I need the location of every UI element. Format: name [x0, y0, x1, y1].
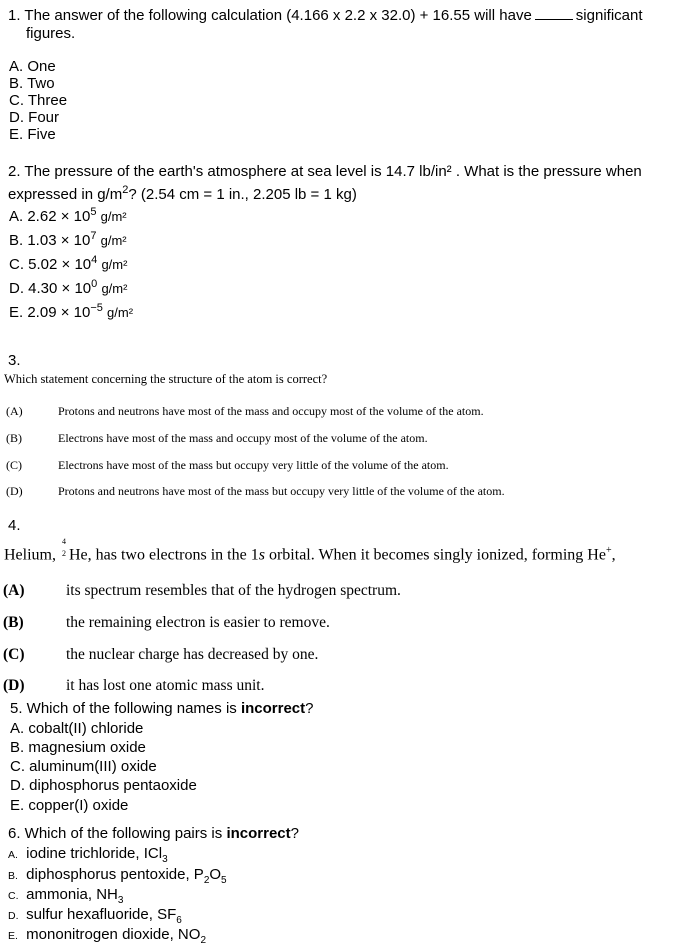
q3-option-a-label: (A) [6, 404, 23, 418]
q6-option-e-subscript: 2 [200, 935, 206, 946]
q6-option-a-subscript: 3 [162, 854, 168, 865]
q3-option-b-text: Electrons have most of the mass and occupy most of the volume of the atom. [58, 431, 428, 445]
ion-charge: + [605, 545, 612, 556]
q3-option-d-label: (D) [6, 484, 23, 498]
q6-stem [8, 825, 299, 842]
q5-option-a: A. cobalt(II) chloride [10, 720, 144, 737]
q1-stem-text-end: significant [575, 7, 643, 24]
q5-stem [10, 700, 314, 717]
q6-option-a-letter: A. [8, 849, 18, 861]
q6-option-c-subscript: 3 [117, 895, 124, 906]
q6-option-c-text: ammonia, NH [26, 886, 118, 903]
q4-stem-post: orbital. When it becomes singly ionized, forming He [264, 546, 606, 564]
q4-option-a-label: (A) [3, 582, 25, 599]
q5-stem-post: ? [305, 700, 314, 717]
q3-option-d-text: Protons and neutrons have most of the mass but occupy very little of the volume of the atom. [58, 484, 505, 498]
q2-option-b-unit: g/m² [100, 233, 127, 248]
q2-stem-pre: expressed in g/m [8, 186, 123, 203]
q2-option-d-exponent: 0 [91, 278, 98, 290]
q2-stem-post: ? (2.54 cm = 1 in., 2.205 lb = 1 kg) [128, 186, 357, 203]
q4-option-d-text: it has lost one atomic mass unit. [66, 677, 265, 694]
answer-blank [535, 7, 573, 20]
q1-option-c: C. Three [9, 92, 68, 109]
q3-option-b-label: (B) [6, 431, 22, 445]
q2-option-b [9, 232, 127, 249]
q1-stem-text: 1. The answer of the following calculation (4.166 x 2.2 x 32.0) + 16.55 will have [8, 7, 532, 24]
q3-stem: Which statement concerning the structure of the atom is correct? [4, 372, 328, 386]
helium-isotope-notation [60, 537, 69, 559]
q2-option-d [9, 280, 127, 297]
q6-option-d-text: sulfur hexafluoride, SF [26, 906, 177, 923]
q5-option-d: D. diphosphorus pentaoxide [10, 777, 197, 794]
q6-option-e-letter: E. [8, 930, 18, 942]
q4-stem-pre: Helium, [4, 546, 56, 564]
q2-option-c-value: C. 5.02 × 10 [9, 256, 92, 273]
q2-stem-exponent: 2 [122, 184, 129, 196]
q2-option-a-unit: g/m² [100, 209, 127, 224]
q6-option-b-text: diphosphorus pentoxide, P [26, 866, 204, 883]
q2-option-e-exponent: −5 [90, 302, 103, 314]
q5-option-c: C. aluminum(III) oxide [10, 758, 157, 775]
q6-option-b-subscript-2: 5 [221, 875, 227, 886]
q1-stem-line2: figures. [26, 25, 76, 42]
q2-option-c [9, 256, 127, 273]
q6-stem-pre: 6. Which of the following pairs is [8, 825, 227, 842]
atomic-number: 2 [62, 549, 66, 559]
q2-option-c-unit: g/m² [101, 257, 128, 272]
mass-number: 4 [62, 537, 66, 547]
q1-option-b: B. Two [9, 75, 55, 92]
q6-option-d-subscript: 6 [176, 915, 182, 926]
q2-option-a-value: A. 2.62 × 10 [9, 208, 91, 225]
q1-option-d: D. Four [9, 109, 60, 126]
q4-number: 4. [8, 517, 21, 534]
q6-option-e [8, 926, 206, 946]
q6-option-b-text-2: O [209, 866, 222, 883]
q6-option-c [8, 886, 123, 906]
q4-option-c-text: the nuclear charge has decreased by one. [66, 646, 319, 663]
q4-option-c-label: (C) [3, 646, 25, 663]
element-symbol: He [69, 546, 88, 564]
q4-option-a-text: its spectrum resembles that of the hydrogen spectrum. [66, 582, 401, 599]
q1-stem-line1 [8, 7, 643, 25]
q3-option-c-text: Electrons have most of the mass but occupy very little of the volume of the atom. [58, 458, 449, 472]
q5-stem-pre: 5. Which of the following names is [10, 700, 241, 717]
q2-option-a-exponent: 5 [90, 206, 97, 218]
q5-stem-emphasis: incorrect [240, 700, 306, 717]
q2-option-d-value: D. 4.30 × 10 [9, 280, 92, 297]
q6-option-a-text: iodine trichloride, ICl [26, 845, 163, 862]
q6-option-d [8, 906, 182, 926]
q2-stem-line2 [8, 186, 357, 203]
q4-option-b-label: (B) [3, 614, 24, 631]
q2-option-a [9, 208, 127, 225]
q1-option-a: A. One [9, 58, 56, 75]
q6-stem-emphasis: incorrect [226, 825, 291, 842]
q4-option-d-label: (D) [3, 677, 25, 694]
q6-option-e-text: mononitrogen dioxide, NO [26, 926, 201, 943]
q4-stem-mid: , has two electrons in the 1 [87, 546, 259, 564]
q6-option-c-letter: C. [8, 890, 19, 902]
orbital-letter: s [258, 546, 265, 564]
q2-stem-line1: 2. The pressure of the earth's atmosphere at sea level is 14.7 lb/in² . What is the pressure when [8, 163, 642, 180]
q2-option-e-value: E. 2.09 × 10 [9, 304, 91, 321]
q2-option-b-exponent: 7 [90, 230, 97, 242]
q5-option-b: B. magnesium oxide [10, 739, 146, 756]
q6-option-b-subscript-1: 2 [203, 875, 210, 886]
q3-option-a-text: Protons and neutrons have most of the mass and occupy most of the volume of the atom. [58, 404, 484, 418]
q6-option-a [8, 845, 168, 865]
q4-option-b-text: the remaining electron is easier to remove. [66, 614, 330, 631]
q6-stem-post: ? [290, 825, 299, 842]
q6-option-d-letter: D. [8, 910, 19, 922]
q2-option-d-unit: g/m² [101, 281, 128, 296]
q3-option-c-label: (C) [6, 458, 22, 472]
q4-stem-end: , [611, 546, 616, 564]
q2-option-e-unit: g/m² [107, 305, 134, 320]
q6-option-b-letter: B. [8, 870, 18, 882]
q3-number: 3. [8, 352, 21, 369]
q2-option-b-value: B. 1.03 × 10 [9, 232, 91, 249]
q2-option-c-exponent: 4 [91, 254, 98, 266]
q5-option-e: E. copper(I) oxide [10, 797, 129, 814]
q4-stem [4, 537, 616, 564]
q6-option-b [8, 866, 227, 886]
q1-option-e: E. Five [9, 126, 56, 143]
q2-option-e [9, 304, 133, 321]
